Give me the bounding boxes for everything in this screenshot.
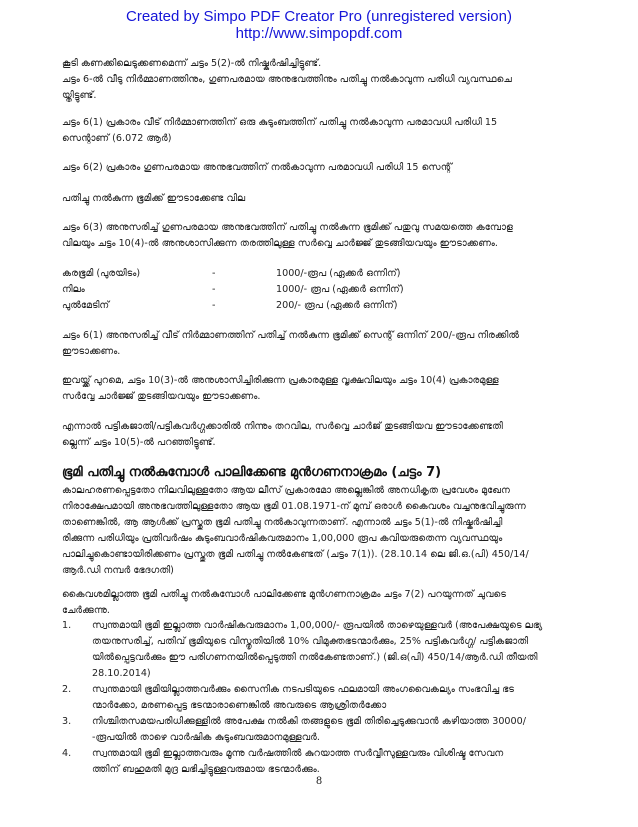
paragraph-rule-7-2: കൈവശമില്ലാത്ത ഭൂമി പതിച്ചു നൽകുമ്പോൾ പാലിക്കേണ്ട മുൻഗണനാക്രമം ചട്ടം 7(2) പറയുന്നത് ചുവടെ ചേർക്കുന്നു. — [62, 589, 507, 616]
paragraph-price-heading: പതിച്ചു നൽകുന്ന ഭൂമിക്ക് ഈടാക്കേണ്ട വില — [62, 193, 246, 204]
watermark-title: Created by Simpo PDF Creator Pro (unregistered version) — [126, 8, 512, 25]
paragraph-tree-value: ഇവയ്ക്ക് പുറമെ, ചട്ടം 10(3)-ൽ അനുശാസിച്ചിരിക്കുന്ന പ്രകാരമുള്ള വൃക്ഷവിലയും ചട്ടം 10(4) പ്രകാരമുള്ള സർവ്വേ ചാർജ്ജ് തുടങ്ങിയവയും ഈടാക്കണം. — [62, 375, 499, 402]
list-item: 3. നിശ്ചിതസമയപരിധിക്കുള്ളിൽ അപേക്ഷ നൽകി തങ്ങളുടെ ഭൂമി തിരിച്ചെടുക്കുവാൻ കഴിയാത്ത 30000/ -രൂപയിൽ താഴെ വാർഷിക കുടുംബവരുമാനമുള്ളവർ. — [62, 716, 526, 743]
priority-list — [62, 618, 582, 778]
list-item: 2. സ്വന്തമായി ഭൂമിയില്ലാത്തവർക്കും സൈനിക നടപടിയുടെ ഫലമായി അംഗവൈകല്യം സംഭവിച്ച ഭട ന്മാർക്കോ, മരണപ്പെട്ട ഭടന്മാരാണെങ്കിൽ അവരുടെ ആശ്രിതർക്കോ — [62, 684, 515, 711]
table-row: പുൽമേടിന് - 200/- രൂപ (ഏക്കർ ഒന്നിന്) — [62, 300, 398, 311]
paragraph-rule-6-1: ചട്ടം 6(1) പ്രകാരം വീട് നിർമ്മാണത്തിന് ഒരു കുടുംബത്തിന് പതിച്ചു നൽകാവുന്ന പരമാവധി പരിധി 15 സെന്റാണ് (6.072 ആർ) — [62, 117, 498, 144]
table-row: കരഭൂമി (പുരയിടം) - 1000/-രൂപ (ഏക്കർ ഒന്നിന്) — [62, 268, 401, 279]
table-row: നിലം - 1000/- രൂപ (ഏക്കർ ഒന്നിന്) — [62, 284, 404, 295]
page-number: 8 — [315, 776, 323, 787]
list-item: 4. സ്വന്തമായി ഭൂമി ഇല്ലാത്തവരും മൂന്നു വർഷത്തിൽ കുറയാത്ത സർവ്വീസുള്ളവരും വിശിഷ്ട സേവന ത്തിന് ബഹുമതി മുദ്ര ലഭിച്ചിട്ടുള്ളവരുമായ ഭടന്മാർക്കും. — [62, 748, 504, 775]
paragraph-rule-7-1: കാലഹരണപ്പെട്ടതോ നിലവിലുള്ളതോ ആയ ലീസ് പ്രകാരമോ അല്ലെങ്കിൽ അനധികൃത പ്രവേശം മുഖേന നിരാക്ഷേപമായി അനുഭവത്തിലുള്ളതോ ആയ ഭൂമി 01.08.1971-ന് മുമ്പ് ഒരാൾ കൈവശം വച്ചനുഭവിച്ചുരുന്ന താണെങ്കിൽ, ആ ആൾക്ക് പ്രസ്തുത ഭൂമി പതിച്ചു നൽകാവുന്നതാണ്. എന്നാൽ ചട്ടം 5(1)-ൽ നിഷ്കർഷിച്ചി രിക്കുന്ന പരിധിയും പ്രതിവർഷം കുടുംബവാർഷികവരുമാനം 1,00,000 രൂപ കവിയരുതെന്ന വ്യവസ്ഥയും പാലിച്ചുകൊണ്ടായിരിക്കണം പ്രസ്തുത ഭൂമി പതിച്ചു നൽകേണ്ടത് (ചട്ടം 7(1)). (28.10.14 ലെ ജി.ഒ.(പി) 450/14/ ആർ.ഡി നമ്പർ ഭേദഗതി) — [62, 485, 529, 576]
list-item: 1. സ്വന്തമായി ഭൂമി ഇല്ലാത്ത വാർഷികവരുമാനം 1,00,000/- രൂപയിൽ താഴെയുള്ളവർ (അപേക്ഷയുടെ ലഭ്യ തയനുസരിച്ച്, പതിവ് ഭൂമിയുടെ വിസ്തൃതിയിൽ 10% വിമുക്തഭടന്മാർക്കും, 25% പട്ടികവർഗ്ഗ/ പട്ടികജാതി യിൽപ്പെട്ടവർക്കും ഈ പരിഗണനയിൽപ്പെടുത്തി നൽകേണ്ടതാണ്.) (ജി.ഒ(പി) 450/14/ആർ.ഡി തീയതി 28.10.2014) — [62, 620, 543, 679]
paragraph-sc-st-exemption: എന്നാൽ പട്ടികജാതി/പട്ടികവർഗ്ഗക്കാരിൽ നിന്നും തറവില, സർവ്വെ ചാർജ് തുടങ്ങിയവ ഈടാക്കേണ്ടതി ല്ലെന്ന് ചട്ടം 10(5)-ൽ പറഞ്ഞിട്ടുണ്ട്. — [62, 421, 503, 448]
paragraph-intro: കൂടി കണക്കിലെടുക്കണമെന്ന് ചട്ടം 5(2)-ൽ നിഷ്കർഷിച്ചിട്ടുണ്ട്. ചട്ടം 6-ൽ വീടു നിർമ്മാണത്തിനും, ഗുണപരമായ അനുഭവത്തിനും പതിച്ചു നൽകാവുന്ന പരിധി വ്യവസ്ഥചെ യ്തിട്ടുണ്ട്. — [62, 58, 512, 101]
paragraph-house-rate: ചട്ടം 6(1) അനുസരിച്ച് വീട് നിർമ്മാണത്തിന് പതിച്ച് നൽകുന്ന ഭൂമിക്ക് സെന്റ് ഒന്നിന് 200/-രൂപ നിരക്കിൽ ഈടാക്കണം. — [62, 330, 520, 357]
section-heading: ഭൂമി പതിച്ചു നൽകുമ്പോൾ പാലിക്കേണ്ട മുൻഗണനാക്രമം (ചട്ടം 7) — [62, 465, 442, 480]
paragraph-rule-6-2: ചട്ടം 6(2) പ്രകാരം ഗുണപരമായ അനുഭവത്തിന് നൽകാവുന്ന പരമാവധി പരിധി 15 സെന്റ് — [62, 162, 452, 173]
land-price-table — [62, 266, 582, 314]
paragraph-rule-6-3: ചട്ടം 6(3) അനുസരിച്ച് ഗുണപരമായ അനുഭവത്തിന് പതിച്ചു നൽകുന്ന ഭൂമിക്ക് പതുവു സമയത്തെ കമ്പോള വിലയും ചട്ടം 10(4)-ൽ അനുശാസിക്കുന്ന തരത്തിലുള്ള സർവ്വെ ചാർജ്ജ് തുടങ്ങിയവയും ഈടാക്കണം. — [62, 222, 513, 249]
watermark-url: http://www.simpopdf.com — [235, 25, 403, 42]
